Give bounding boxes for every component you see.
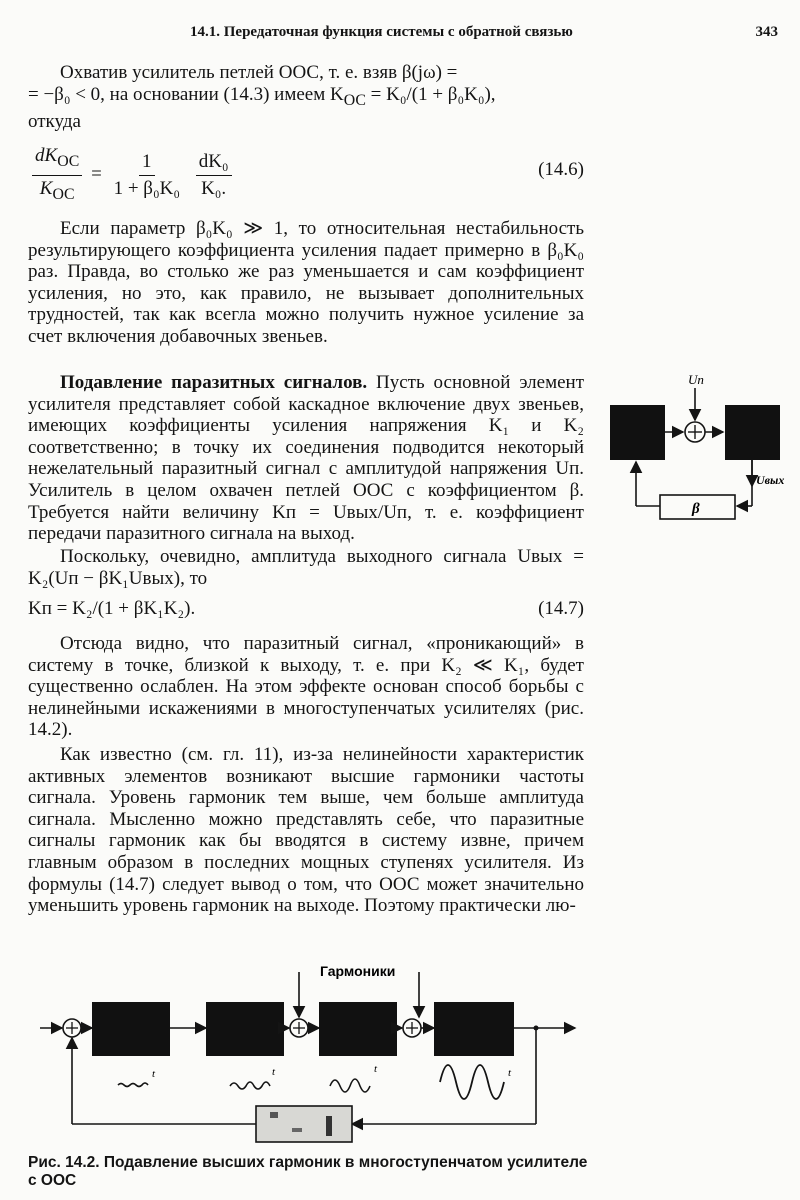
equation-14-7 bbox=[28, 598, 584, 622]
paragraph-4 bbox=[28, 546, 584, 589]
paragraph-5 bbox=[28, 633, 584, 741]
stage-4 bbox=[434, 1002, 514, 1056]
eq146-number: (14.6) bbox=[538, 159, 584, 180]
para4-text: Поскольку, очевидно, амплитуда выходного сигнала Uвых = K₂(Uп − βK₁Uвых), то bbox=[28, 546, 584, 589]
para1-line2: = −β₀ < 0, на основании (14.3) имеем $K_{ОС} = K_0/(1 + \beta_0K_0)$, bbox=[28, 83, 496, 109]
equation-14-6: $\frac{dK_{ОС}}{K_{ОС}}$ = $\frac{1}{\text{1 + β₀K₀}}$ $\frac{\text{dK₀}}{\text{K₀.}}$ (14.6) bbox=[28, 145, 584, 201]
stage-1 bbox=[92, 1002, 170, 1056]
para1-line1: Охватив усилитель петлей ООС, т. е. взяв β(jω) = bbox=[60, 62, 458, 83]
eq146-right-fraction: $\frac{\text{dK₀}}{\text{K₀.}}$ bbox=[196, 151, 232, 200]
figure-caption: Рис. 14.2. Подавление высших гармоник в многоступенчатом усилителе с ООС bbox=[28, 1154, 588, 1189]
waveform-4 bbox=[440, 1065, 504, 1099]
stage-2 bbox=[206, 1002, 284, 1056]
header-title: 14.1. Передаточная функция системы с обратной связью bbox=[190, 24, 573, 40]
running-header bbox=[0, 24, 800, 48]
page-number: 343 bbox=[755, 24, 778, 40]
waveform-2 bbox=[230, 1082, 270, 1089]
para3-heading: Подавление паразитных сигналов. bbox=[60, 372, 368, 393]
paragraph-1 bbox=[28, 62, 584, 133]
label-beta: β bbox=[692, 501, 700, 517]
eq146-left-fraction: $\frac{dK_{ОС}}{K_{ОС}}$ bbox=[32, 145, 82, 206]
para5-text: Отсюда видно, что паразитный сигнал, «проникающий» в систему в точке, близкой к выходу, т. е. при K₂ ≪ K₁, будет существенно ослаблен. На этом эффекте основан способ борьбы с нелинейными искажениями в многоступенчатых усилителях (рис. 14.2). bbox=[28, 633, 584, 741]
waveform-3 bbox=[330, 1079, 370, 1092]
feedback-diagram bbox=[600, 368, 800, 538]
figure-14-2 bbox=[30, 960, 590, 1150]
waveform-1 bbox=[118, 1083, 148, 1087]
paragraph-3 bbox=[28, 372, 584, 545]
t-label-4: t bbox=[508, 1067, 512, 1079]
feedback-block bbox=[256, 1106, 352, 1142]
block-k1 bbox=[610, 405, 665, 460]
para1-line3: откуда bbox=[28, 110, 81, 132]
t-label-1: t bbox=[152, 1068, 156, 1080]
label-un: Uп bbox=[688, 372, 704, 387]
stage-3 bbox=[319, 1002, 397, 1056]
harmonics-label: Гармоники bbox=[320, 963, 396, 979]
eq146-mid-fraction: $\frac{1}{\text{1 + β₀K₀}}$ bbox=[113, 150, 180, 199]
para2-text: Если параметр β₀K₀ ≫ 1, то относительная нестабильность результирующего коэффициента усиления падает примерно в β₀K₀ раз. Правда, во столько же раз уменьшается и сам коэффициент усиления, но это, как правило, не вызывает дополнительных трудностей, так как всегла можно получить нужное усиление за счет включения добавочных звеньев. bbox=[28, 218, 584, 347]
eq147-text: Kп = K₂/(1 + βK₁K₂). bbox=[28, 598, 196, 619]
t-label-3: t bbox=[374, 1063, 378, 1075]
t-label-2: t bbox=[272, 1066, 276, 1078]
block-k2 bbox=[725, 405, 780, 460]
paragraph-2 bbox=[28, 218, 584, 348]
paragraph-6 bbox=[28, 744, 584, 917]
para6-text: Как известно (см. гл. 11), из-за нелинейности характеристик активных элементов возникают высшие гармоники частоты сигнала. Уровень гармоник тем выше, чем больше амплитуда сигнала. Мысленно можно представлять себе, что паразитные сигналы гармоник как бы вводятся в систему извне, причем главным образом в последних мощных ступенях усилителя. Из формулы (14.7) следует вывод о том, что ООС может значительно уменьшить уровень гармоник на выходе. Поэтому практически лю- bbox=[28, 744, 584, 917]
eq147-number: (14.7) bbox=[538, 598, 584, 619]
label-uout: Uвых bbox=[756, 473, 785, 487]
para3-text: Подавление паразитных сигналов. Пусть основной элемент усилителя представляет собой каскадное включение двух звеньев, имеющих коэффициенты усиления напряжения K₁ и K₂ соответственно; в точку их соединения подводится некоторый нежелательный паразитный сигнал с амплитудой напряжения Uп. Усилитель в целом охвачен петлей ООС с коэффициентом β. Требуется найти величину Kп = Uвых/Uп, т. е. коэффициент передачи паразитного сигнала на выход. bbox=[28, 372, 584, 545]
